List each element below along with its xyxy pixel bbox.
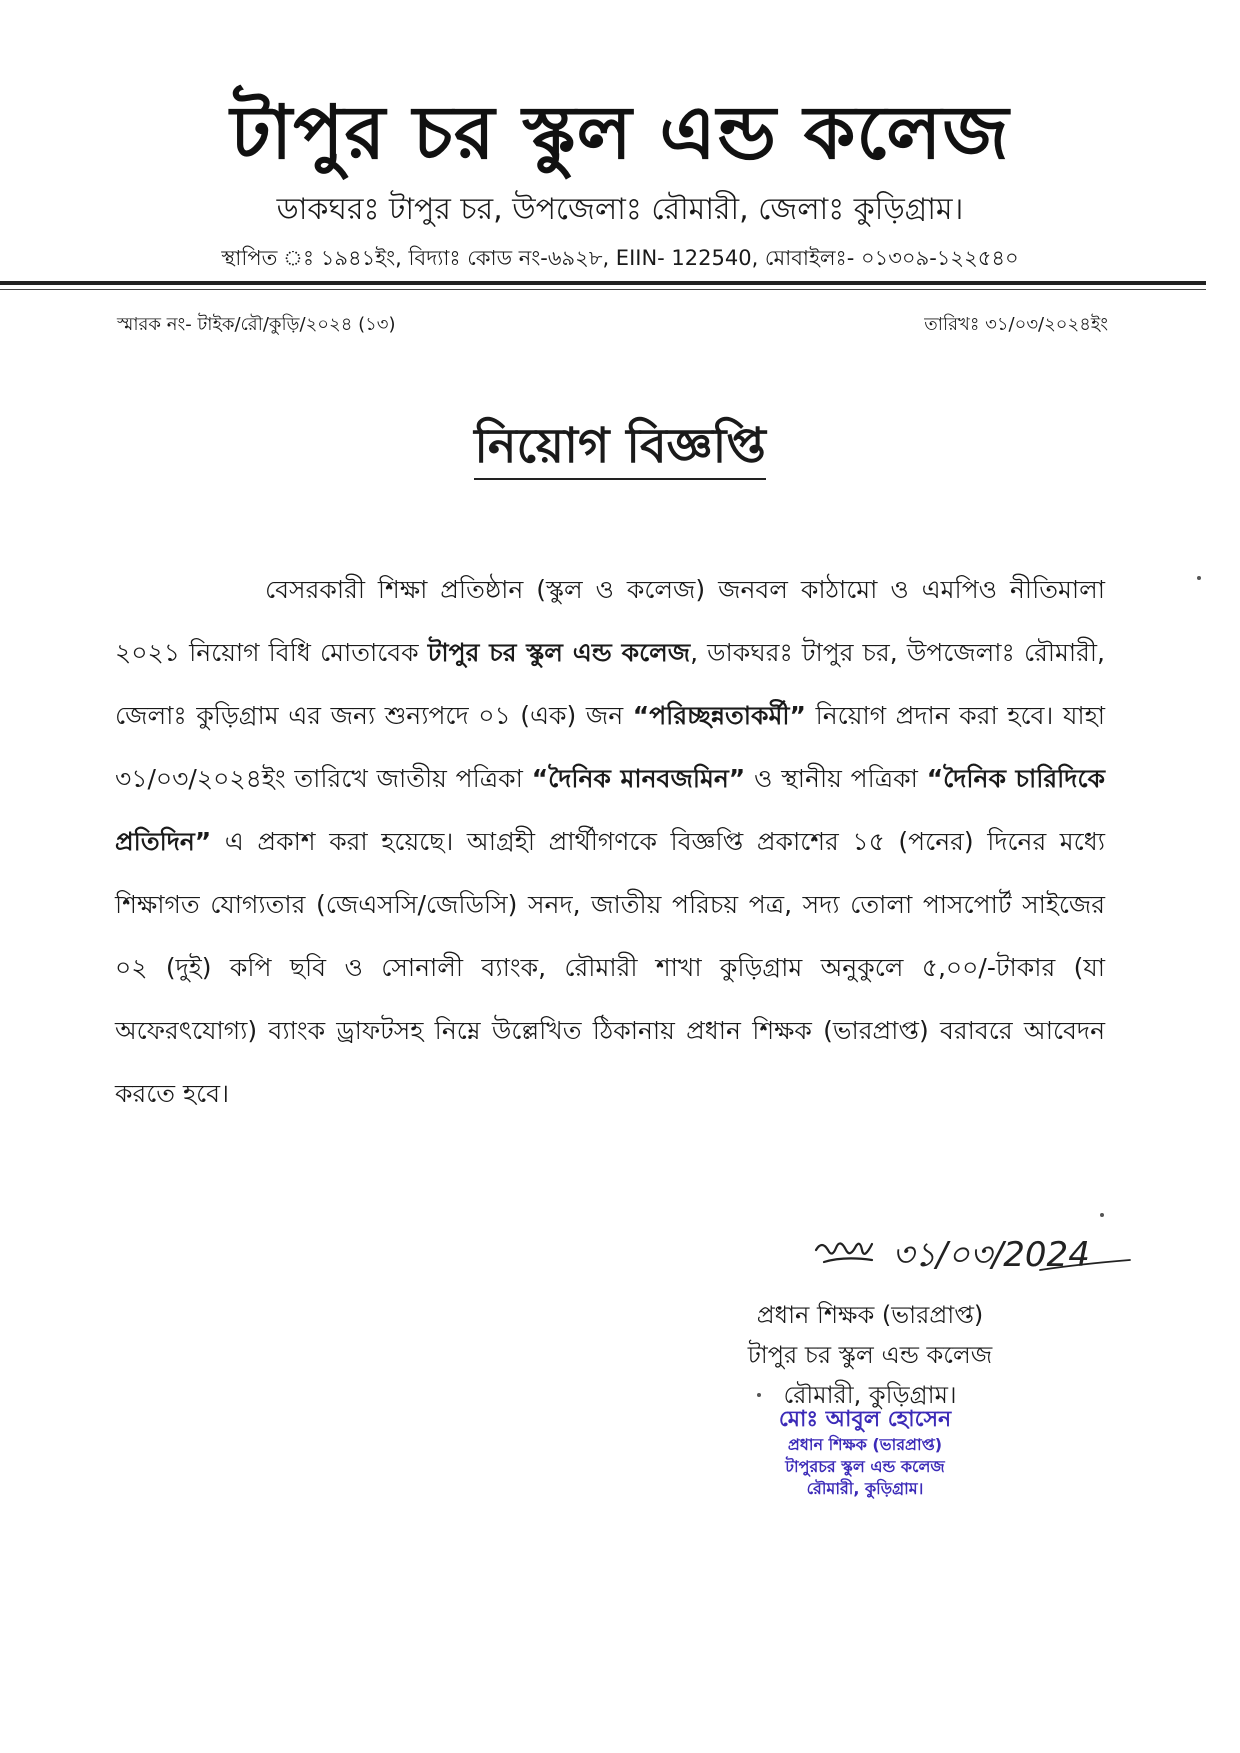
signatory-designation: প্রধান শিক্ষক (ভারপ্রাপ্ত)	[756, 1301, 984, 1329]
scan-speck	[757, 1393, 761, 1397]
school-name: টাপুর চর স্কুল এন্ড কলেজ	[230, 90, 1010, 176]
official-seal	[740, 1406, 990, 1500]
handwritten-signature	[810, 1222, 1140, 1292]
body-text-part: নিয়োগ প্রদান করা হবে। যাহা ৩১/০৩/২০২৪ইং তারিখে জাতীয় পত্রিকা	[115, 701, 1105, 793]
body-post-name: “পরিচ্ছন্নতাকর্মী”	[632, 701, 806, 730]
scan-speck	[1100, 1213, 1104, 1217]
body-text-part: বেসরকারী শিক্ষা প্রতিষ্ঠান (স্কুল ও কলেজ) জনবল কাঠামো ও এমপিও নীতিমালা ২০২১ নিয়োগ বিধি মোতাবেক	[115, 575, 1105, 667]
seal-name: মোঃ আবুল হোসেন	[778, 1407, 952, 1432]
body-national-newspaper: “দৈনিক মানবজমিন”	[531, 764, 746, 793]
body-text-part: এ প্রকাশ করা হয়েছে। আগ্রহী প্রার্থীগণকে বিজ্ঞপ্তি প্রকাশের ১৫ (পনের) দিনের মধ্যে শিক্ষাগত যোগ্যতার (জেএসসি/জেডিসি) সনদ, জাতীয় পরিচয় পত্র, সদ্য তোলা পাসপোর্ট সাইজের ০২ (দুই) কপি ছবি ও সোনালী ব্যাংক, রৌমারী শাখা কুড়িগ্রাম অনুকুলে ৫,০০/-টাকার (যা অফেরৎযোগ্য) ব্যাংক ড্রাফটসহ নিম্নে উল্লেখিত ঠিকানায় প্রধান শিক্ষক (ভারপ্রাপ্ত) বরাবরে আবেদন করতে হবে।	[115, 827, 1105, 1108]
body-text-part: ও স্থানীয় পত্রিকা	[745, 764, 927, 793]
header-divider-thin	[0, 289, 1206, 290]
memo-reference: স্মারক নং- টাইক/রৌ/কুড়ি/২০২৪ (১৩)	[117, 314, 396, 335]
signatory-block	[720, 1295, 1020, 1415]
seal-designation: প্রধান শিক্ষক (ভারপ্রাপ্ত)	[787, 1435, 943, 1454]
signatory-institution: টাপুর চর স্কুল এন্ড কলেজ	[747, 1341, 993, 1369]
header-divider-thick	[0, 281, 1206, 285]
school-address: ডাকঘরঃ টাপুর চর, উপজেলাঃ রৌমারী, জেলাঃ কুড়িগ্রাম।	[276, 192, 964, 227]
signatory-location: রৌমারী, কুড়িগ্রাম।	[783, 1381, 957, 1409]
body-school-name: টাপুর চর স্কুল এন্ড কলেজ	[427, 638, 691, 667]
seal-institution: টাপুরচর স্কুল এন্ড কলেজ	[785, 1457, 945, 1476]
scan-speck	[1197, 576, 1201, 580]
memo-date: তারিখঃ ৩১/০৩/২০২৪ইং	[924, 314, 1108, 335]
establishment-info: স্থাপিত ঃ ১৯৪১ইং, বিদ্যাঃ কোড নং-৬৯২৮, EIIN- 122540, মোবাইলঃ- ০১৩০৯-১২২৫৪০	[221, 246, 1019, 270]
seal-location: রৌমারী, কুড়িগ্রাম।	[806, 1479, 924, 1498]
notice-title-text: নিয়োগ বিজ্ঞপ্তি	[474, 418, 766, 480]
notice-title	[0, 416, 1240, 476]
body-text-part: , ডাকঘরঃ টাপুর চর, উপজেলাঃ রৌমারী, জেলাঃ কুড়িগ্রাম এর জন্য শুন্যপদে ০১ (এক) জন	[115, 638, 1106, 730]
notice-body	[115, 558, 1105, 1125]
body-local-newspaper: “দৈনিক চারিদিকে প্রতিদিন”	[115, 764, 1105, 856]
signature-date: ৩১/০৩/2024	[892, 1235, 1090, 1275]
